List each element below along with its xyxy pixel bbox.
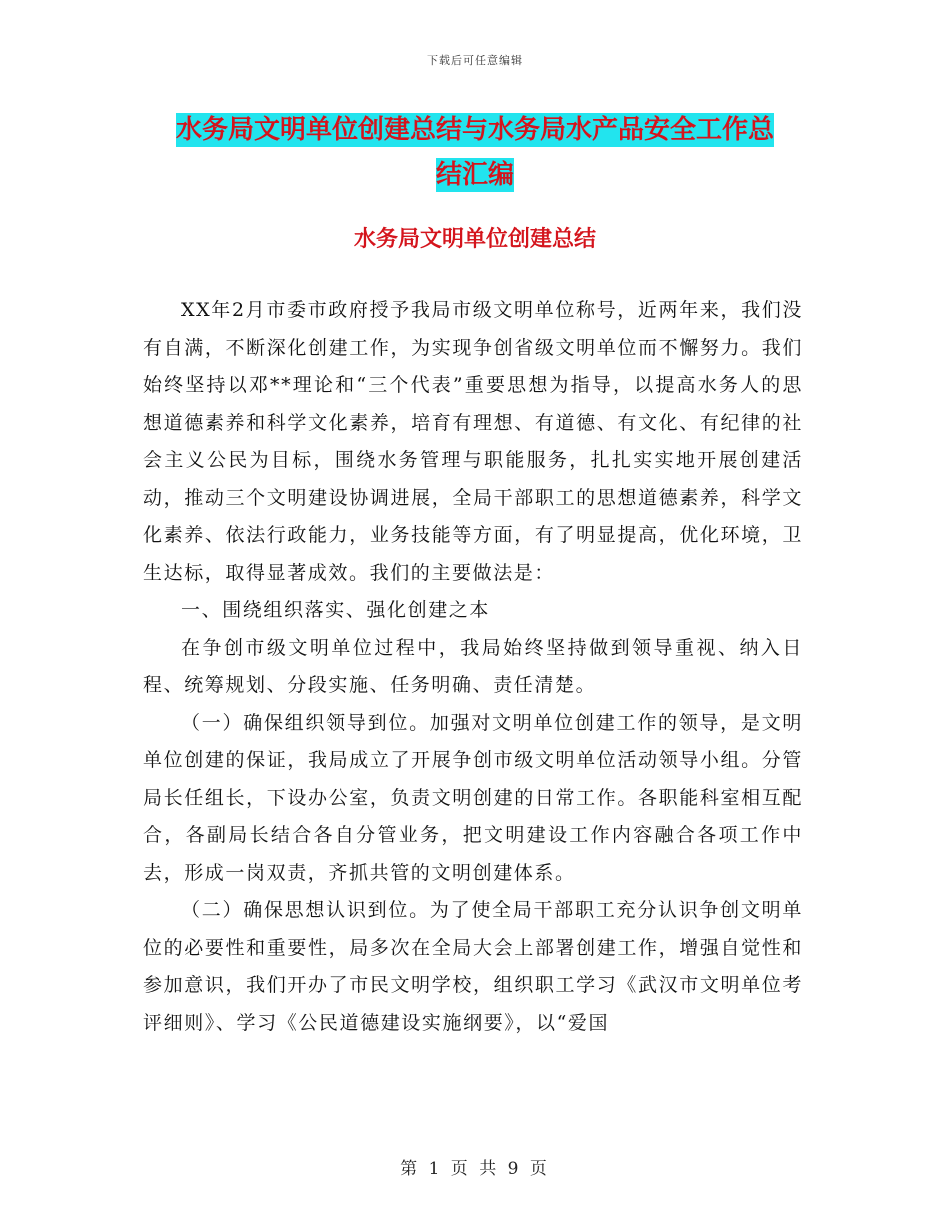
document-title-line-2 xyxy=(0,150,950,200)
title-highlight: 结汇编 xyxy=(435,160,514,190)
header-note: 下载后可任意编辑 xyxy=(427,54,523,67)
body-text xyxy=(143,292,803,1042)
title-highlight: 水务局文明单位创建总结与水务局水产品安全工作总 xyxy=(175,115,774,145)
section-title: 水务局文明单位创建总结 xyxy=(353,227,596,252)
paragraph: 一、围绕组织落实、强化创建之本 xyxy=(181,599,491,621)
page-number: 第 1 页 共 9 页 xyxy=(400,1159,550,1179)
document-title-line-1 xyxy=(0,105,950,155)
paragraph: （二）确保思想认识到位。为了使全局干部职工充分认识争创文明单位的必要性和重要性，局多次在全局大会上部署创建工作，增强自觉性和参加意识，我们开办了市民文明学校，组织职工学习《武汉市文明单位考评细则》、学习《公民道德建设实施纲要》，以“爱国 xyxy=(143,899,803,1034)
paragraph: 在争创市级文明单位过程中，我局始终坚持做到领导重视、纳入日程、统筹规划、分段实施、任务明确、责任清楚。 xyxy=(143,636,803,696)
paragraph: （一）确保组织领导到位。加强对文明单位创建工作的领导，是文明单位创建的保证，我局成立了开展争创市级文明单位活动领导小组。分管局长任组长，下设办公室，负责文明创建的日常工作。各职能科室相互配合，各副局长结合各自分管业务，把文明建设工作内容融合各项工作中去，形成一岗双责，齐抓共管的文明创建体系。 xyxy=(143,711,803,884)
paragraph: XX年2月市委市政府授予我局市级文明单位称号，近两年来，我们没有自满，不断深化创建工作，为实现争创省级文明单位而不懈努力。我们始终坚持以邓**理论和“三个代表”重要思想为指导，以提高水务人的思想道德素养和科学文化素养，培育有理想、有道德、有文化、有纪律的社会主义公民为目标，围绕水务管理与职能服务，扎扎实实地开展创建活动，推动三个文明建设协调进展，全局干部职工的思想道德素养，科学文化素养、依法行政能力，业务技能等方面，有了明显提高，优化环境，卫生达标，取得显著成效。我们的主要做法是： xyxy=(143,299,803,584)
